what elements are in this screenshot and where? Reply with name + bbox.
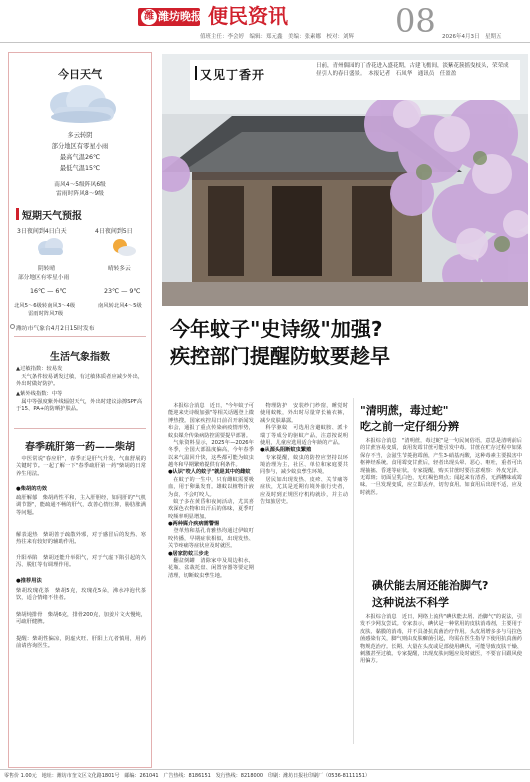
article-para: 在蚊子的一生中，只有雌蚊需要吸血，用于卵巢发育。雄蚊以植物汁液为食，不会叮咬人。 [168, 476, 254, 498]
weather-high-temp: 最高气温26℃ [59, 154, 101, 161]
short-forecast-title: 短期天气预报 [22, 211, 82, 222]
article-para: 科学驱蚊 可选用含避蚊胺、派卡瑞丁等成分的驱蚊产品，注意按说明使用，儿童应选用适合年龄的产品。 [260, 425, 348, 446]
header-divider [0, 42, 530, 43]
article-column-1 [168, 403, 254, 580]
brand-logo-icon: 潍 [141, 9, 157, 25]
cloud-icon [36, 83, 126, 127]
overcast-icon [34, 236, 66, 258]
editor-credits: 值班主任：李会婷 编辑：郑元鑫 美编：张素娜 校对：刘辉 [200, 34, 355, 40]
article-para: 翻盆倒罐 清除家中及周边积水，花瓶、盆栽托盘、闲置容器等要定期清理，切断蚊虫孳生地。 [168, 557, 254, 579]
article-para: 物理防护 安装纱门纱窗，睡觉时使用蚊帐，外出时尽量穿长袖衣裤，减少皮肤暴露。 [260, 403, 348, 424]
issue-date: 2026年4月3日 星期五 [442, 34, 502, 40]
forecast-day2-condition: 晴转多云 [108, 266, 131, 272]
page-number: 08 [395, 2, 436, 40]
photo-caption: 日前，青州偶园的丁香花进入盛花期，古建飞檐间，淡紫花簇摇曳枝头，荣荣成昼引人的春日盛景。 本报记者 石凤华 通讯员 任盈盈 [316, 63, 509, 77]
spring-para: 升阳举陷 柴胡还能升举阳气，对于气虚下陷引起的久泻、脱肛等有调理作用。 [16, 555, 146, 569]
spring-para: 柴胡炖排骨 柴胡6克，排骨200克，加姜片文火慢炖，可疏肝健脾。 [16, 612, 147, 626]
side-article-2-subtitle: 这种说法不科学 [372, 596, 449, 609]
weather-condition: 多云转阴 [67, 132, 93, 139]
forecast-day1-wind: 北风5～6级转南风3～4级 [14, 303, 76, 309]
article-para: 登革热和基孔肯雅热均通过伊蚊叮咬传播，早期症状相似，出现发热、关节疼痛等症状应及时就医。 [168, 528, 254, 550]
spring-para: 提醒：柴胡性偏凉，阴虚火旺、肝阳上亢者慎用，用药前请咨询医生。 [16, 636, 146, 650]
footer-info: 零售价 1.00元 地址：潍坊市奎文区文化路1801号 邮编：261041 广告热线：8186151 发行热线：8218000 印刷：潍坊日报社印刷厂（0536-8111151） [4, 773, 370, 779]
article-subhead: ●居家防蚊三步走 [168, 550, 209, 557]
side-article-2-title: 碘伏能去屑还能治脚气? [372, 579, 489, 592]
side-article-2-body: 本报综合消息 近日，网络上流传"碘伏能去屑、治脚气"的说法，引发不少网友尝试。专家表示，碘伏是一种常用的皮肤消毒剂，主要用于皮肤、黏膜的消毒，并不具备抗真菌治疗作用。头皮屑增多多与马拉色菌感染有关，脚气则由皮肤癣菌引起，均需在医生指导下使用抗真菌药物规范治疗。长期、大量在头皮或足部使用碘伏，可能导致皮肤干燥、刺激甚至过敏。专家提醒，出现皮肤问题应及时就医，不要盲目跟风使用偏方。 [360, 614, 522, 665]
article-para: 专家提醒，蚊虫的防控应坚持以环境治理为主，社区、单位和家庭要共同参与，减少蚊虫孳生环境。 [260, 454, 348, 476]
spring-subhead: ●柴胡的功效 [16, 486, 48, 492]
main-subheadline: 疾控部门提醒防蚊要趁早 [170, 344, 390, 368]
main-headline: 今年蚊子"史诗级"加强? [170, 317, 383, 341]
forecast-day1-temp: 16℃ — 6℃ [30, 288, 67, 295]
forecast-day2-temp: 23℃ — 9℃ [104, 288, 141, 295]
side-article-1-subtitle: 吃之前一定仔细分辨 [360, 420, 459, 433]
section-marker [16, 208, 19, 220]
article-para: 本报综合消息 近日，"今年蚊子可能迎来史诗级加强"等相关话题登上微博热搜。国家疾控局日前召开新闻发布会，通报了重点传染病疫情形势，蚊虫媒介传染病防控需要提早部署。 [168, 403, 254, 439]
spring-para: 柴胡玫瑰花茶 柴胡5克，玫瑰花5朵，沸水冲泡代茶饮，适合情绪不佳者。 [16, 588, 146, 602]
weather-gust: 雷雨时阵风8～9级 [56, 191, 104, 197]
advice-item: 天气条件较易诱发过敏，有过敏体质者应减少外出，外出时做好防护。 [16, 374, 144, 388]
advice-item: 属中等强度紫外线辐射天气，外出时建议涂擦SPF高于15、PA+的防晒护肤品。 [16, 399, 143, 413]
forecast-day2-head: 4日夜间到5日 [95, 228, 133, 235]
article-column-2 [260, 403, 348, 506]
article-subhead: ●认识"咬人的蚊子"就是其中的雌蚊 [168, 469, 251, 476]
forecast-issued: 潍坊市气象台4月2日15时发布 [16, 326, 95, 332]
forecast-day1-head: 3日夜间到4日白天 [17, 228, 67, 235]
advice-title: 生活气象指数 [50, 352, 110, 363]
brand-name: 潍坊晚报 [158, 10, 202, 23]
photo-title: 又见丁香开 [200, 68, 266, 82]
weather-wind: 南风4～5级阵风6级 [54, 182, 106, 188]
weather-detail: 部分地区有零星小雨 [51, 143, 109, 150]
article-para: 气象资料显示，2025年—2026年冬季，全国大部温度偏高，今年春季以来气温回升快，这些都可能为蚊虫越冬和早期繁殖提供有利条件。 [168, 439, 254, 468]
advice-item: ▲紫外线指数：中等 [16, 391, 63, 397]
forecast-day1-condition: 阴转晴 [38, 266, 56, 272]
article-para: 蚊子多在黄昏和夜间活动，尤其喜欢深色衣物和出汗后的体味，夏季叮咬频率明显增加。 [168, 498, 254, 520]
bullet-icon [10, 324, 15, 329]
spring-subhead: ●推荐用法 [16, 578, 42, 584]
sunny-cloudy-icon [108, 236, 140, 258]
divider [14, 428, 146, 429]
forecast-day1-extra: 雷雨时阵风7级 [28, 311, 64, 317]
column-divider [353, 398, 354, 744]
forecast-day1-detail: 部分地区有零星小雨 [18, 275, 70, 281]
caption-marker [195, 66, 197, 80]
article-para: 居民如出现发热、皮疹、关节痛等症状，尤其是近期有境外旅行史者，应及时到正规医疗机构就诊，并主动告知旅居史。 [260, 476, 348, 505]
advice-item: ▲过敏指数：较易发 [16, 366, 63, 372]
section-title: 便民资讯 [208, 4, 288, 28]
side-article-1-title: "清明蔗，毒过蛇" [360, 404, 449, 417]
spring-para: 中医常说"春应肝"，春季正是肝气升发、气血舒展的关键时节。一起了解一下"春季疏肝第一药"柴胡的日常养生用法。 [16, 456, 146, 477]
spring-para: 疏肝解郁 柴胡药性平和，主入肝胆经，如同肝的"气机调节器"，能疏通不畅的肝气，改善心情压抑，胁肋胀满等问题。 [16, 495, 146, 516]
weather-low-temp: 最低气温15℃ [59, 165, 101, 172]
forecast-day2-wind: 南风转北风4～5级 [98, 303, 142, 309]
side-article-1-body: 本报综合消息 "清明蔗，毒过蛇"是一句民间俗语，意思是清明前后的甘蔗容易变质，食用发霉甘蔗可能引发中毒。甘蔗在贮存过程中如果保存不当，会滋生节菱孢霉菌，产生3-硝基丙酸，这种毒素主要损害中枢神经系统。食用霉变甘蔗后，轻者出现头晕、恶心、呕吐，重者可出现抽搐、昏迷等症状。专家提醒，购买甘蔗时要注意观察：外皮光泽、无霉斑；切面呈乳白色，无红褐色斑点；闻起来有清香，无酒糟味或霉味。一旦发现变质，应立即丢弃，切勿食用。如食用后出现不适，应及时就医。 [360, 438, 522, 496]
divider [14, 336, 146, 337]
footer-divider [0, 769, 530, 770]
article-subhead: ●两种媒介疾病需警惕 [168, 521, 220, 527]
spring-para: 解表退热 柴胡善于疏散外邪，对于感冒后的发热、寒热往来有较好的辅助作用。 [16, 532, 146, 546]
spring-article-title: 春季疏肝第一药——柴胡 [25, 442, 135, 453]
weather-today-title: 今日天气 [58, 68, 102, 81]
article-subhead: ●从源头阻断蚊虫繁殖 [260, 447, 312, 454]
